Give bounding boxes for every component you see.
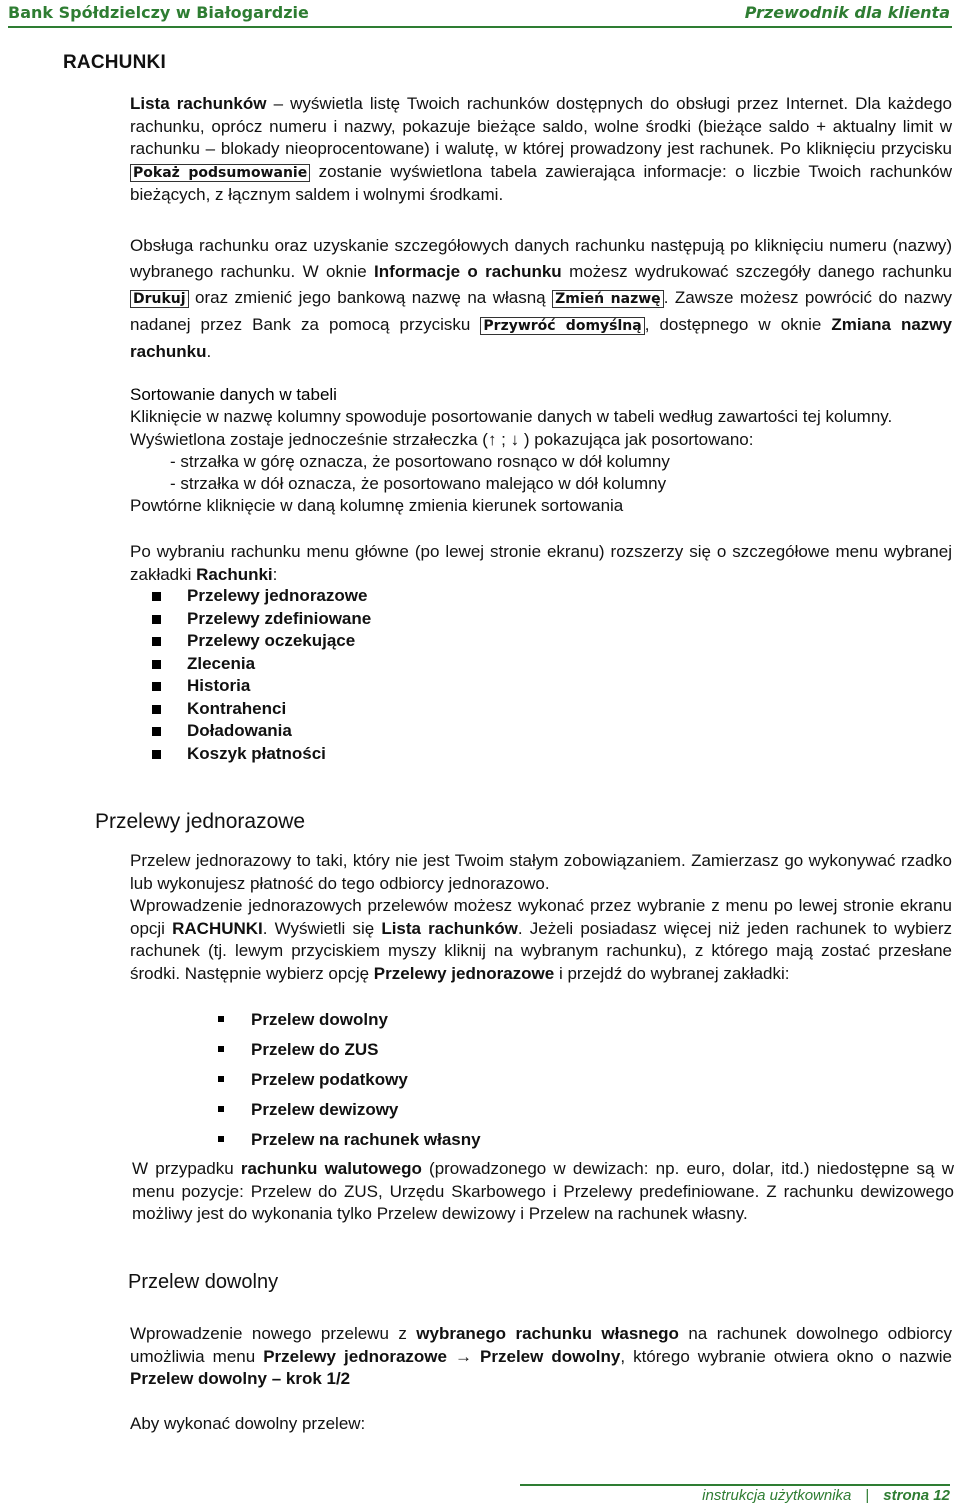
account-info-term: Informacje o rachunku	[374, 262, 562, 281]
own-account-term: wybranego rachunku własnego	[416, 1324, 679, 1343]
rename-window-term: Zmiana nazwy rachunku	[130, 315, 952, 361]
sort-up-line: - strzałka w górę oznacza, że posortowano rosnąco w dół kolumny	[170, 452, 670, 471]
text: , którego wybranie otwiera okno o nazwie	[620, 1346, 952, 1366]
footer-separator: |	[865, 1487, 870, 1504]
accounts-list-term: Lista rachunków	[130, 94, 267, 113]
text: Obsługa rachunku oraz uzyskanie szczegółowych danych rachunku następują po kliknięciu numeru (nazwy) wybranego rachunku. W oknie	[130, 236, 952, 281]
list-item: Przelew do ZUS	[218, 1039, 481, 1069]
rename-button[interactable]: Zmień nazwę	[552, 290, 664, 308]
currency-account-paragraph	[132, 1158, 954, 1226]
single-transfers-term: Przelewy jednorazowe	[373, 963, 555, 983]
page-header	[0, 0, 960, 26]
page-footer	[0, 1477, 960, 1507]
text: . Zawsze możesz powrócić do nazwy nadanej przez Bank za pomocą przycisku	[130, 288, 953, 334]
any-transfer-term: Przelew dowolny	[480, 1346, 621, 1366]
list-item: Przelew dowolny	[218, 1009, 481, 1039]
bank-name: Bank Spółdzielczy w Białogardzie	[8, 3, 309, 22]
footer-text	[702, 1487, 950, 1504]
restore-default-button[interactable]: Przywróć domyślną	[480, 317, 644, 335]
transfer-types-list	[218, 1009, 481, 1159]
text: oraz zmienić jego bankową nazwę na własną	[188, 288, 553, 307]
list-item: Przelewy zdefiniowane	[152, 608, 371, 631]
accounts-list-term: Lista rachunków	[381, 918, 518, 938]
accounts-term: Rachunki	[196, 564, 273, 584]
list-item: Przelewy jednorazowe	[152, 585, 371, 608]
any-transfer-paragraph	[130, 1323, 952, 1391]
print-button[interactable]: Drukuj	[130, 290, 189, 308]
footer-rule	[520, 1484, 950, 1486]
list-item: Przelew podatkowy	[218, 1069, 481, 1099]
header-rule	[8, 26, 952, 28]
text: . Jeżeli posiadasz więcej niż jeden rachunek to wybierz rachunek (tj. lewym przyciskiem myszy kliknij na wybranym rachunku), z którego mają zostać przesłane środki. Następnie wybierz opcję	[130, 918, 953, 983]
list-item: Koszyk płatności	[152, 743, 371, 766]
text: (prowadzonego w dewizach: np. euro, dolar, itd.) niedostępne są w menu pozycje: Przelew do ZUS, Urzędu Skarbowego i Przelewy predefiniowane. Z rachunku dewizowego możliwy jest do wykonania tylko Przelew dewizowy i Przelew na rachunek własny.	[132, 1159, 954, 1223]
section-heading-single-transfers: Przelewy jednorazowe	[95, 810, 306, 833]
text: . Wyświetli się	[262, 918, 382, 938]
page-number: strona 12	[883, 1487, 950, 1504]
footer-label: instrukcja użytkownika	[702, 1487, 852, 1504]
text: – wyświetla listę Twoich rachunków dostępnych do obsługi przez Internet. Dla każdego rachunku, oprócz numeru i nazwy, pokazuje bieżące saldo, wolne środki (bieżące saldo + aktualny limit w rachunku – blokady nieoprocentowane) i walutę, w której prowadzony jest rachunek. Po kliknięciu przycisku	[130, 94, 953, 158]
sort-down-line: - strzałka w dół oznacza, że posortowano malejąco w dół kolumny	[170, 474, 667, 493]
currency-account-term: rachunku walutowego	[240, 1159, 422, 1178]
text: możesz wydrukować szczegóły danego rachunku	[561, 262, 952, 281]
list-item: Zlecenia	[152, 653, 371, 676]
step-window-term: Przelew dowolny – krok 1/2	[130, 1369, 351, 1388]
accounts-option-term: RACHUNKI	[172, 918, 263, 938]
menu-items-list	[152, 585, 371, 765]
text: Wprowadzenie nowego przelewu z	[130, 1324, 417, 1343]
text: W przypadku	[132, 1159, 241, 1178]
accounts-list-paragraph	[130, 93, 952, 207]
section-heading-any-transfer: Przelew dowolny	[128, 1271, 279, 1293]
list-item: Historia	[152, 675, 371, 698]
sort-title: Sortowanie danych w tabeli	[130, 385, 337, 404]
any-transfer-intro: Aby wykonać dowolny przelew:	[130, 1414, 366, 1433]
text: Wprowadzenie jednorazowych przelewów możesz wykonać przez wybranie z menu po lewej stronie ekranu opcji	[130, 896, 952, 938]
section-title: RACHUNKI	[63, 52, 166, 73]
text: i przejdź do wybranej zakładki:	[554, 963, 790, 983]
text: :	[272, 564, 278, 584]
text: Po wybraniu rachunku menu główne (po lewej stronie ekranu) rozszerzy się o szczegółowe menu wybranej zakładki	[130, 542, 952, 584]
single-transfers-term: Przelewy jednorazowe	[263, 1346, 447, 1366]
list-item: Doładowania	[152, 720, 371, 743]
list-item: Przelew na rachunek własny	[218, 1129, 481, 1159]
list-item: Kontrahenci	[152, 698, 371, 721]
text: , dostępnego w oknie	[644, 315, 832, 334]
text: na rachunek dowolnego odbiorcy umożliwia menu	[130, 1324, 953, 1366]
single-transfer-instructions	[130, 895, 952, 985]
account-details-paragraph	[130, 233, 952, 365]
list-item: Przelewy oczekujące	[152, 630, 371, 653]
guide-title: Przewodnik dla klienta	[744, 3, 950, 22]
sort-description: Kliknięcie w nazwę kolumny spowoduje posortowanie danych w tabeli według zawartości tej kolumny. Wyświetlona zostaje jednocześnie strzałeczka (↑ ; ↓ ) pokazująca jak posortowano:	[130, 407, 893, 449]
menu-paragraph	[130, 541, 952, 586]
single-transfer-definition: Przelew jednorazowy to taki, który nie jest Twoim stałym zobowiązaniem. Zamierzasz go wykonywać rzadko lub wykonujesz płatność do tego odbiorcy jednorazowo.	[130, 851, 952, 893]
arrow-right-icon: →	[446, 1346, 481, 1366]
text: zostanie wyświetlona tabela zawierająca informacje: o liczbie Twoich rachunków bieżących, z łącznym saldem i wolnymi środkami.	[130, 161, 952, 204]
sort-toggle-line: Powtórne kliknięcie w daną kolumnę zmienia kierunek sortowania	[130, 496, 624, 515]
show-summary-button[interactable]: Pokaż podsumowanie	[130, 164, 310, 182]
text: .	[206, 342, 212, 361]
list-item: Przelew dewizowy	[218, 1099, 481, 1129]
